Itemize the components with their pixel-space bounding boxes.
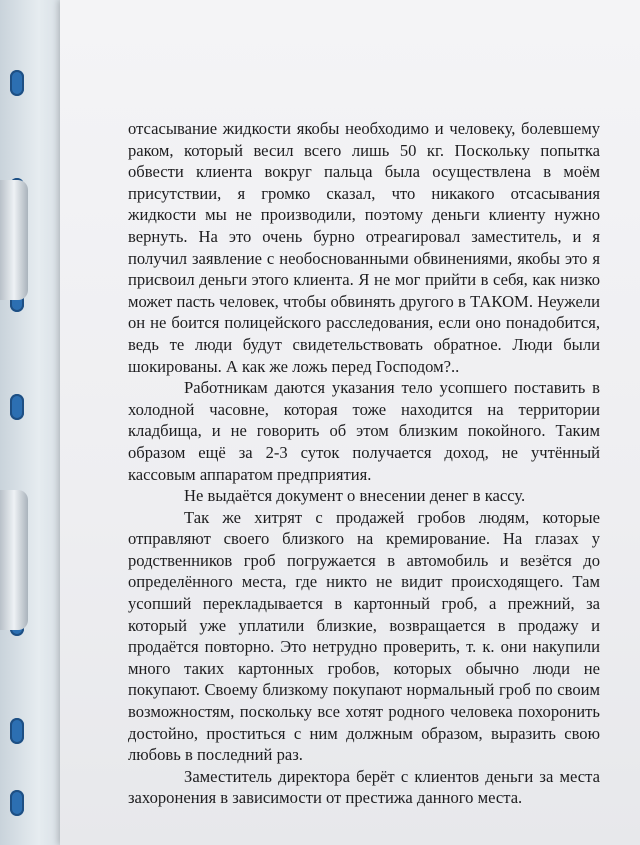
binder-clip	[0, 180, 28, 300]
document-page	[60, 0, 640, 845]
paragraph-1: отсасывание жидкости якобы необходимо и человеку, болевшему раком, который весил всего лишь 50 кг. Поскольку попытка обвести клиента вокруг пальца была осуществлена в моём присутствии, я громко сказал, что никакого отсасывания жидкости мы не производили, поэтому деньги клиенту нужно вернуть. На это очень бурно отреагировал заместитель, и я получил заявление с необоснованными обвинениями, якобы это я присвоил деньги этого клиента. Я не мог прийти в себя, как низко может пасть человек, чтобы обвинять другого в ТАКОМ. Неужели он не боится полицейского расследования, если оно понадобится, ведь те люди будут свидетельствовать обратное. Люди были шокированы. А как же ложь перед Господом?..	[128, 119, 600, 376]
paragraph-5: Заместитель директора берёт с клиентов деньги за места захоронения в зависимости от престижа данного места.	[128, 766, 600, 808]
binder-hole	[10, 718, 24, 744]
paragraph-2: Работникам даются указания тело усопшего поставить в холодной часовне, которая тоже находится на территории кладбища, и не говорить об этом близким покойного. Таким образом ещё за 2-3 суток получается доход, не учтённый кассовым аппаратом предприятия.	[128, 378, 600, 484]
document-body	[128, 118, 600, 809]
binder-hole	[10, 394, 24, 420]
binder-hole	[10, 790, 24, 816]
binder-hole	[10, 70, 24, 96]
paragraph-3: Не выдаётся документ о внесении денег в кассу.	[184, 486, 526, 506]
binder-clip	[0, 490, 28, 630]
paragraph-4: Так же хитрят с продажей гробов людям, которые отправляют своего близкого на кремирование. На глазах у родственников гроб погружается в автомобиль и везётся до определённого места, где никто не видит происходящего. Там усопший перекладывается в картонный гроб, а прежний, за который уже уплатили близкие, возвращается в продажу и продаётся повторно. Это нетрудно проверить, т. к. они накупили много таких картонных гробов, которых обычно люди не покупают. Своему близкому покупают нормальный гроб по своим возможностям, поскольку все хотят родного человека похоронить достойно, проститься с ним должным образом, выразить свою любовь в последний раз.	[128, 507, 600, 765]
